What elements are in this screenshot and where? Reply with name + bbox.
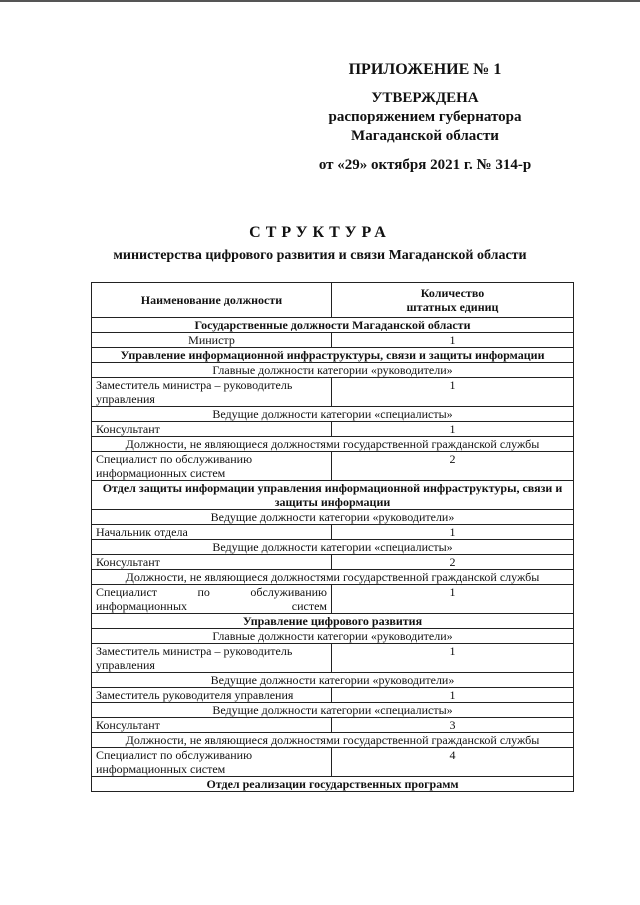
category-heading: Главные должности категории «руководители» [92,629,574,644]
category-heading: Ведущие должности категории «руководители» [92,673,574,688]
section-row [92,348,574,363]
position-count: 1 [332,378,574,407]
position-row [92,688,574,703]
category-row [92,570,574,585]
section-heading: Государственные должности Магаданской области [92,318,574,333]
category-heading: Ведущие должности категории «руководители» [92,510,574,525]
position-count: 1 [332,525,574,540]
position-count: 4 [332,748,574,777]
position-row [92,644,574,673]
order-date: от «29» октября 2021 г. № 314-р [318,157,532,173]
position-count: 1 [332,422,574,437]
table-header-row [92,283,574,318]
position-row [92,585,574,614]
category-heading: Должности, не являющиеся должностями государственной гражданской службы [92,733,574,748]
position-name: Специалист по обслуживанию информационных систем [92,585,332,614]
position-count: 1 [332,644,574,673]
structure-table [91,282,574,792]
section-row [92,614,574,629]
category-row [92,673,574,688]
category-row [92,629,574,644]
position-count: 1 [332,688,574,703]
position-row [92,378,574,407]
scan-top-edge [0,0,640,2]
category-row [92,733,574,748]
position-name: Заместитель руководителя управления [92,688,332,703]
column-header-count [332,283,574,318]
position-name: Консультант [92,555,332,570]
document-title: СТРУКТУРА [249,224,391,241]
position-row [92,718,574,733]
position-name: Заместитель министра – руководитель управления [92,378,332,407]
category-heading: Ведущие должности категории «специалисты» [92,703,574,718]
position-row [92,422,574,437]
category-row [92,363,574,378]
document-subtitle: министерства цифрового развития и связи Магаданской области [113,248,527,263]
position-name: Начальник отдела [92,525,332,540]
position-row [92,525,574,540]
category-row [92,437,574,452]
section-row [92,481,574,510]
section-heading: Отдел защиты информации управления информационной инфраструктуры, связи и защиты информации [92,481,574,510]
section-heading: Отдел реализации государственных программ [92,777,574,792]
column-header-count-line1: Количество [420,286,485,300]
column-header-count-line2: штатных единиц [406,300,499,314]
approved-label: УТВЕРЖДЕНА [371,90,479,106]
section-heading: Управление информационной инфраструктуры, связи и защиты информации [92,348,574,363]
category-heading: Должности, не являющиеся должностями государственной гражданской службы [92,570,574,585]
section-heading: Управление цифрового развития [92,614,574,629]
category-heading: Должности, не являющиеся должностями государственной гражданской службы [92,437,574,452]
category-row [92,510,574,525]
position-name: Специалист по обслуживанию информационных систем [92,452,332,481]
position-count: 1 [332,585,574,614]
column-header-name: Наименование должности [92,283,332,318]
category-row [92,540,574,555]
position-name: Министр [92,333,332,348]
position-count: 1 [332,333,574,348]
category-heading: Главные должности категории «руководители» [92,363,574,378]
category-row [92,407,574,422]
category-heading: Ведущие должности категории «специалисты» [92,540,574,555]
position-count: 3 [332,718,574,733]
category-row [92,703,574,718]
order-label: распоряжением губернатора [328,109,522,125]
section-row [92,318,574,333]
position-row [92,555,574,570]
position-name: Консультант [92,422,332,437]
position-count: 2 [332,555,574,570]
position-name: Специалист по обслуживанию информационных систем [92,748,332,777]
category-heading: Ведущие должности категории «специалисты» [92,407,574,422]
position-row [92,748,574,777]
position-row [92,333,574,348]
approval-header [300,60,550,175]
appendix-label: ПРИЛОЖЕНИЕ № 1 [348,61,502,78]
position-name: Консультант [92,718,332,733]
position-count: 2 [332,452,574,481]
position-row [92,452,574,481]
position-name: Заместитель министра – руководитель управления [92,644,332,673]
region-label: Магаданской области [351,128,499,144]
section-row [92,777,574,792]
